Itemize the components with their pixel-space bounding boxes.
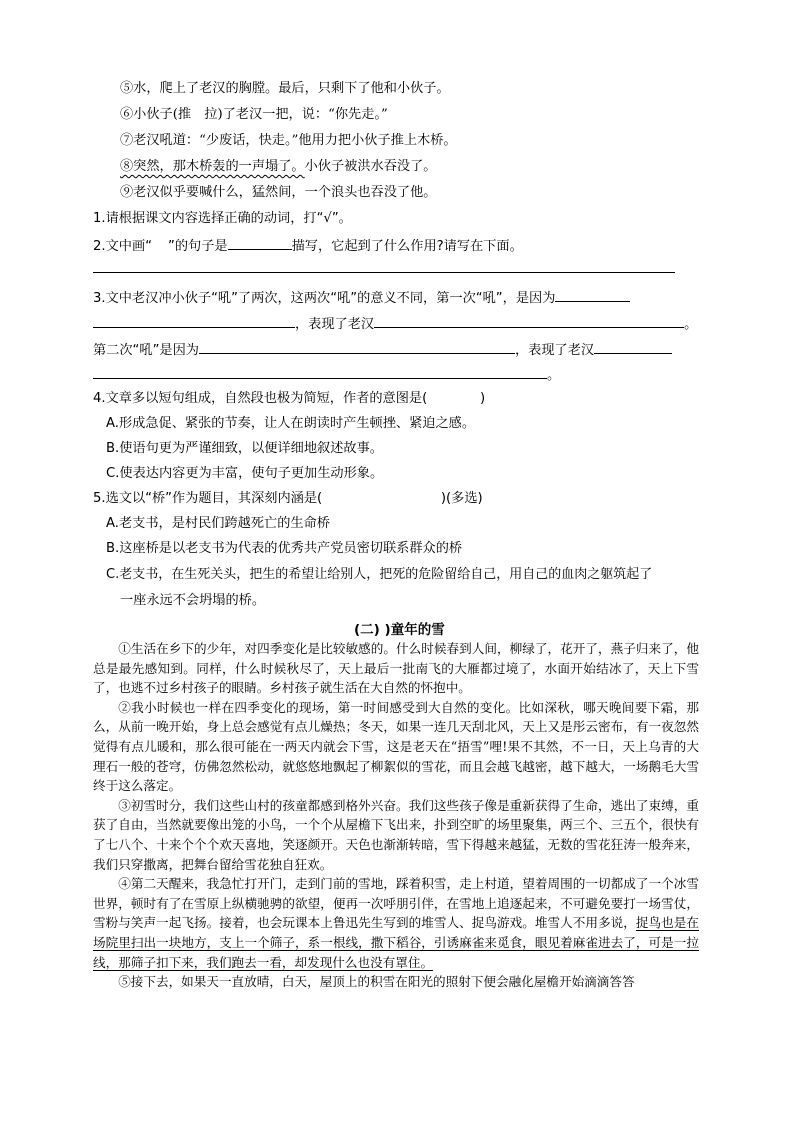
underlined-sentence: 捉鸟也是在场院里扫出一块地方，支上一个筛子，系一根线，撒下稻谷，引诱麻雀来觅食，眼见着麻雀进去了，可是一拉线，那筛子扣下来，我们跑去一看，却发现什么也没有罩住。 — [93, 915, 700, 970]
question-2-text-c: 描写，它起到了什么作用?请写在下面。 — [291, 239, 523, 254]
passage2-title: (二) )童年的雪 — [354, 622, 445, 638]
question-3-text-b: ，表现了老汉 — [295, 317, 375, 332]
question-3-blank-5[interactable] — [594, 339, 672, 354]
question-4-option-b[interactable]: B.使语句更为严谨细致，以便详细地叙述故事。 — [106, 441, 383, 456]
passage1-line-9: ⑨老汉似乎要喊什么，猛然间，一个浪头也吞没了他。 — [120, 185, 437, 200]
wavy-line-sample — [152, 237, 168, 257]
question-2 — [93, 235, 523, 257]
question-3-text-f: 。 — [547, 368, 561, 383]
question-4-option-a[interactable]: A.形成急促、紧张的节奏，让人在朗读时产生顿挫、紧迫之感。 — [106, 416, 476, 431]
question-3-blank-3[interactable] — [374, 313, 684, 328]
passage1-line-5: ⑤水，爬上了老汉的胸膛。最后，只剩下了他和小伙子。 — [120, 81, 450, 96]
passage2-paragraph-3: ③初雪时分，我们这些山村的孩童都感到格外兴奋。我们这些孩子像是重新获得了生命，逃出了束缚，重获了自由，当然就要像出笼的小鸟，一个个从屋檐下飞出来，扑到空旷的场里聚集，两三个、三五个，很快有了七八个、十来个个个欢天喜地，笑逐颜开。天色也渐渐转暗，雪下得越来越猛，无数的雪花狂涛一般奔来，我们只穿撒离，把舞台留给雪花独自狂欢。 — [93, 797, 699, 872]
passage2-paragraph-4-text: ④第二天醒来，我急忙打开门，走到门前的雪地，踩着积雪，走上村道，望着周围的一切都成了一个冰雪世界，顿时有了在雪原上纵横驰骋的欲望，便再一次呼朋引伴，在雪地上追逐起来，不可避免要打一场雪仗，雪粉与笑声一起飞扬。接着，也会玩课本上鲁迅先生写到的堆雪人、捉鸟游戏。堆雪人不用多说， — [93, 876, 699, 931]
question-2-text-a: 2.文中画“ — [93, 239, 152, 254]
question-4-option-c[interactable]: C.使表达内容更为丰富，使句子更加生动形象。 — [106, 466, 384, 481]
question-5-option-b[interactable]: B.这座桥是以老支书为代表的优秀共产党员密切联系群众的桥 — [106, 541, 463, 556]
passage1-line-8-rest: 小伙子被洪水吞没了。 — [304, 159, 437, 174]
wavy-underlined-sentence: ⑧突然，那木桥轰的一声塌了。 — [120, 159, 305, 174]
question-3-text-c: 。 — [684, 317, 698, 332]
passage2-body — [93, 639, 699, 992]
question-5-option-c[interactable]: C.老支书，在生死关头，把生的希望让给别人，把死的危险留给自己，用自己的血肉之躯筑起了 — [106, 567, 653, 582]
question-2-blank[interactable] — [228, 235, 292, 250]
question-3-line-4 — [93, 364, 560, 386]
question-3-line-3 — [93, 339, 672, 361]
question-3-text-a: 3.文中老汉冲小伙子“吼”了两次，这两次“吼”的意义不同，第一次“吼”，是因为 — [93, 291, 556, 306]
question-3-blank-2[interactable] — [93, 313, 295, 328]
passage2-paragraph-5: ⑤接下去，如果天一直放晴，白天，屋顶上的积雪在阳光的照射下便会融化屋檐开始滴滴答答 — [118, 974, 635, 990]
passage2-paragraph-2: ②我小时候也一样在四季变化的现场，第一时间感受到大自然的变化。比如深秋，哪天晚间要下霜，那么，从前一晚开始，身上总会感觉有点儿燥热；冬天，如果一连几天刮北风，天上又是彤云密布，有一夜忽然觉得有点儿暖和，那么很可能在一两天内就会下雪，这是老天在“捂雪”哩!果不其然，不一日，天上乌青的大理石一般的苍穹，仿佛忽然松动，就悠悠地飘起了柳絮似的雪花，而且会越飞越密，越下越大，一场鹅毛大雪终于这么落定。 — [93, 699, 699, 794]
question-3-blank-4[interactable] — [199, 339, 515, 354]
question-2-answer-line[interactable] — [93, 272, 675, 273]
passage1-line-7: ⑦老汉吼道：“少废话，快走。”他用力把小伙子推上木桥。 — [120, 133, 457, 148]
passage2-paragraph-1: ①生活在乡下的少年，对四季变化是比较敏感的。什么时候春到人间，柳绿了，花开了，燕子归来了，他总是最先感知到。同样，什么时候秋尽了，天上最后一批南飞的大雁都过境了，水面开始结冰了，天上下雪了，也逃不过乡村孩子的眼睛。乡村孩子就生活在大自然的怀抱中。 — [93, 641, 699, 696]
question-5-option-a[interactable]: A.老支书，是村民们跨越死亡的生命桥 — [106, 516, 330, 531]
question-3-text-e: ，表现了老汉 — [514, 343, 595, 358]
question-5-option-c-cont: 一座永远不会坍塌的桥。 — [120, 593, 266, 608]
passage1-line-8 — [120, 157, 437, 177]
question-4: 4.文章多以短句组成，自然段也极为简短，作者的意图是( ) — [93, 391, 486, 406]
question-3-blank-6[interactable] — [93, 364, 547, 379]
question-1: 1.请根据课文内容选择正确的动词，打“√”。 — [93, 211, 352, 226]
question-3-line-2 — [93, 313, 697, 335]
question-3-line-1 — [93, 287, 630, 309]
question-5: 5.选文以“桥”作为题目，其深刻内涵是( )(多选) — [93, 491, 483, 506]
passage1-line-6: ⑥小伙子(推 拉)了老汉一把，说：“你先走。” — [120, 107, 388, 122]
question-3-text-d: 第二次“吼”是因为 — [93, 343, 199, 358]
passage2-paragraph-4 — [93, 874, 699, 972]
question-2-text-b: ”的句子是 — [167, 239, 228, 254]
question-3-blank-1[interactable] — [555, 287, 630, 302]
